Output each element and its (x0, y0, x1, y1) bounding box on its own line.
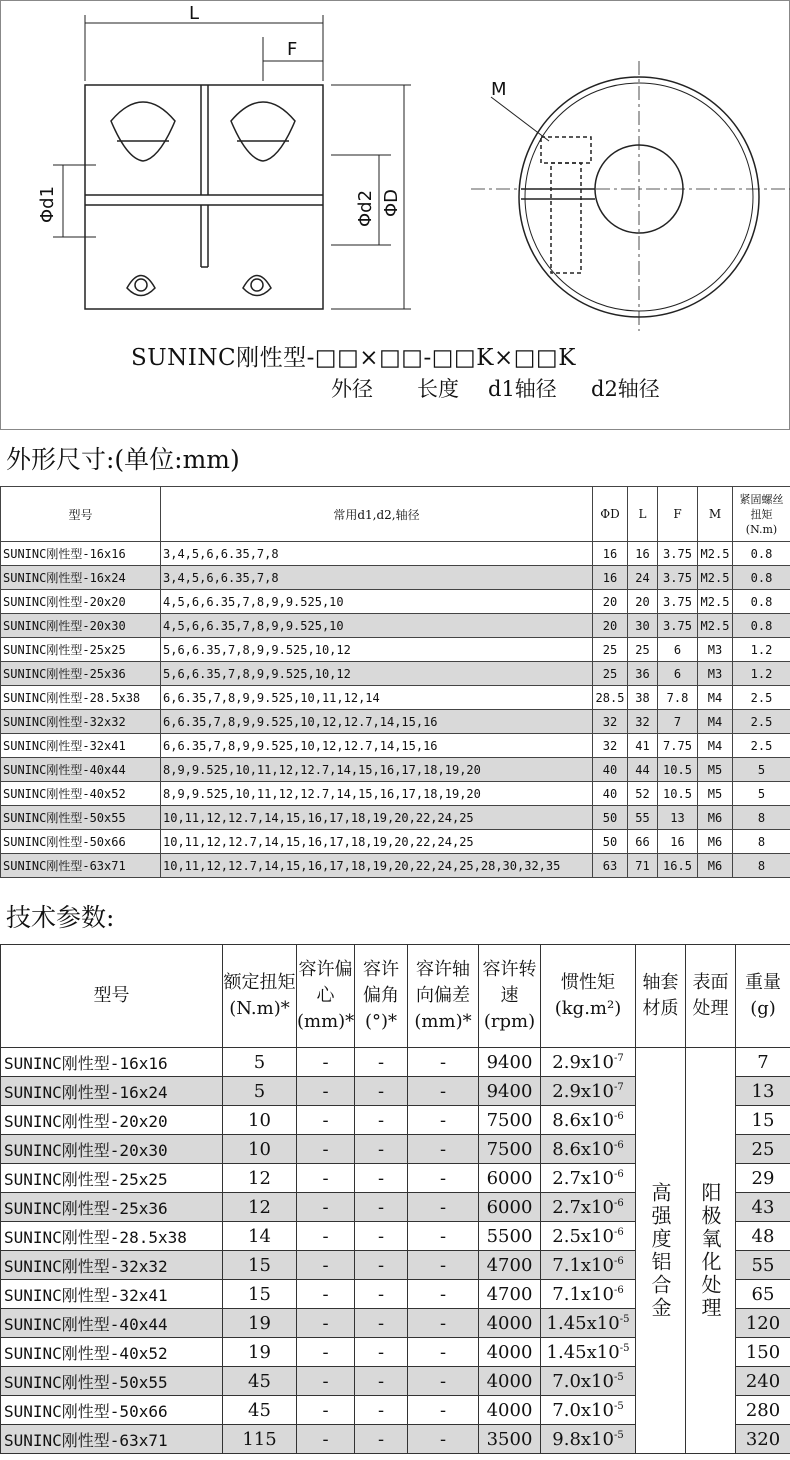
label-d1: Φd1 (37, 185, 58, 223)
dim-cell-bore: 4,5,6,6.35,7,8,9,9.525,10 (161, 590, 593, 614)
dimension-table-row (1, 686, 790, 710)
tech-cell-torque: 10 (223, 1106, 297, 1135)
tech-cell-angle: - (355, 1280, 408, 1309)
dim-cell-bore: 10,11,12,12.7,14,15,16,17,18,19,20,22,24,25 (161, 830, 593, 854)
tech-cell-model: SUNINC刚性型-16x24 (1, 1077, 223, 1106)
label-M: M (491, 79, 507, 100)
tech-cell-inertia (541, 1135, 636, 1164)
tech-cell-axial: - (408, 1367, 479, 1396)
tech-cell-weight: 25 (736, 1135, 790, 1164)
tech-cell-torque: 12 (223, 1193, 297, 1222)
tech-cell-weight: 150 (736, 1338, 790, 1367)
inertia-base: 7.0x10 (552, 1399, 614, 1421)
tech-cell-weight: 55 (736, 1251, 790, 1280)
dim-cell-torque: 1.2 (733, 662, 790, 686)
dimension-table-header (1, 487, 790, 542)
label-L: L (189, 3, 200, 24)
dim-cell-L: 44 (628, 758, 658, 782)
dim-cell-model: SUNINC刚性型-25x25 (1, 638, 161, 662)
material-text: 高强度铝合金 (648, 1181, 672, 1320)
tech-cell-torque: 15 (223, 1251, 297, 1280)
dimension-table-row (1, 542, 790, 566)
tech-cell-rpm: 9400 (479, 1077, 541, 1106)
tech-cell-inertia (541, 1164, 636, 1193)
tech-cell-eccentric: - (297, 1425, 355, 1454)
tech-cell-rpm: 4700 (479, 1280, 541, 1309)
dim-cell-F: 6 (658, 662, 698, 686)
tech-header-model: 型号 (1, 945, 223, 1048)
tech-header-material: 轴套材质 (636, 945, 686, 1048)
tech-cell-weight: 240 (736, 1367, 790, 1396)
coupling-side-body (85, 85, 323, 309)
tech-cell-eccentric: - (297, 1106, 355, 1135)
dim-cell-bore: 6,6.35,7,8,9,9.525,10,12,12.7,14,15,16 (161, 710, 593, 734)
tech-cell-model: SUNINC刚性型-32x32 (1, 1251, 223, 1280)
dim-cell-D: 16 (593, 566, 628, 590)
tech-cell-angle: - (355, 1396, 408, 1425)
dim-cell-M: M5 (698, 782, 733, 806)
tech-cell-rpm: 5500 (479, 1222, 541, 1251)
dim-cell-M: M6 (698, 806, 733, 830)
dim-cell-bore: 8,9,9.525,10,11,12,12.7,14,15,16,17,18,19,20 (161, 758, 593, 782)
tech-cell-weight: 7 (736, 1048, 790, 1077)
dim-cell-L: 66 (628, 830, 658, 854)
dim-cell-model: SUNINC刚性型-16x24 (1, 566, 161, 590)
dim-cell-model: SUNINC刚性型-16x16 (1, 542, 161, 566)
dim-cell-L: 55 (628, 806, 658, 830)
dim-cell-model: SUNINC刚性型-20x20 (1, 590, 161, 614)
tech-cell-inertia (541, 1193, 636, 1222)
dim-cell-L: 25 (628, 638, 658, 662)
dim-cell-F: 16 (658, 830, 698, 854)
tech-cell-angle: - (355, 1135, 408, 1164)
tech-cell-rpm: 3500 (479, 1425, 541, 1454)
inertia-exponent: -5 (613, 1371, 624, 1383)
model-formula: SUNINC刚性型-□□×□□-□□K×□□K (131, 345, 576, 371)
dim-cell-M: M2.5 (698, 566, 733, 590)
tech-cell-angle: - (355, 1251, 408, 1280)
tech-cell-eccentric: - (297, 1309, 355, 1338)
dim-cell-F: 7.75 (658, 734, 698, 758)
tech-cell-material (636, 1048, 686, 1454)
tech-cell-rpm: 4700 (479, 1251, 541, 1280)
tech-cell-eccentric: - (297, 1396, 355, 1425)
tech-cell-inertia (541, 1367, 636, 1396)
inertia-exponent: -7 (613, 1081, 624, 1093)
dim-cell-torque: 1.2 (733, 638, 790, 662)
dim-cell-D: 40 (593, 782, 628, 806)
tech-cell-model: SUNINC刚性型-20x20 (1, 1106, 223, 1135)
inertia-base: 8.6x10 (552, 1138, 614, 1160)
tech-cell-eccentric: - (297, 1077, 355, 1106)
tech-header-eccentric: 容许偏心(mm)* (297, 945, 355, 1048)
inertia-exponent: -6 (613, 1139, 624, 1151)
tech-cell-axial: - (408, 1135, 479, 1164)
tech-cell-torque: 14 (223, 1222, 297, 1251)
inertia-exponent: -5 (619, 1342, 630, 1354)
tech-cell-angle: - (355, 1077, 408, 1106)
dim-header-D: ΦD (593, 487, 628, 542)
tech-table (0, 944, 790, 1454)
inertia-base: 7.1x10 (552, 1254, 614, 1276)
dim-cell-D: 50 (593, 830, 628, 854)
inertia-base: 8.6x10 (552, 1109, 614, 1131)
dim-cell-bore: 5,6,6.35,7,8,9,9.525,10,12 (161, 662, 593, 686)
dim-cell-bore: 6,6.35,7,8,9,9.525,10,12,12.7,14,15,16 (161, 734, 593, 758)
tech-cell-weight: 320 (736, 1425, 790, 1454)
dim-cell-torque: 5 (733, 782, 790, 806)
tech-cell-weight: 15 (736, 1106, 790, 1135)
dim-cell-L: 41 (628, 734, 658, 758)
tech-cell-angle: - (355, 1222, 408, 1251)
dim-cell-torque: 5 (733, 758, 790, 782)
dimension-table-row (1, 638, 790, 662)
dim-cell-M: M4 (698, 734, 733, 758)
dim-cell-bore: 3,4,5,6,6.35,7,8 (161, 542, 593, 566)
tech-cell-angle: - (355, 1425, 408, 1454)
formula-label-d1: d1轴径 (488, 377, 557, 401)
tech-cell-model: SUNINC刚性型-40x52 (1, 1338, 223, 1367)
tech-cell-model: SUNINC刚性型-50x66 (1, 1396, 223, 1425)
tech-cell-rpm: 4000 (479, 1367, 541, 1396)
tech-cell-model: SUNINC刚性型-25x25 (1, 1164, 223, 1193)
label-F: F (287, 39, 298, 60)
dim-cell-F: 10.5 (658, 782, 698, 806)
dim-cell-M: M6 (698, 830, 733, 854)
inertia-base: 1.45x10 (546, 1341, 620, 1363)
dim-cell-model: SUNINC刚性型-40x52 (1, 782, 161, 806)
inertia-base: 7.1x10 (552, 1283, 614, 1305)
tech-cell-inertia (541, 1396, 636, 1425)
dim-cell-D: 28.5 (593, 686, 628, 710)
dim-cell-torque: 2.5 (733, 686, 790, 710)
dim-cell-model: SUNINC刚性型-25x36 (1, 662, 161, 686)
dim-cell-torque: 0.8 (733, 542, 790, 566)
tech-cell-inertia (541, 1425, 636, 1454)
dim-cell-bore: 6,6.35,7,8,9,9.525,10,11,12,14 (161, 686, 593, 710)
dim-cell-model: SUNINC刚性型-20x30 (1, 614, 161, 638)
dim-header-M: M (698, 487, 733, 542)
tech-cell-torque: 10 (223, 1135, 297, 1164)
tech-cell-axial: - (408, 1222, 479, 1251)
dim-cell-L: 38 (628, 686, 658, 710)
dim-cell-M: M3 (698, 662, 733, 686)
surface-text: 阳极氧化处理 (698, 1181, 722, 1320)
formula-label-length: 长度 (417, 377, 459, 401)
tech-cell-angle: - (355, 1164, 408, 1193)
tech-cell-axial: - (408, 1309, 479, 1338)
tech-cell-angle: - (355, 1048, 408, 1077)
dim-cell-L: 32 (628, 710, 658, 734)
tech-cell-model: SUNINC刚性型-28.5x38 (1, 1222, 223, 1251)
tech-cell-eccentric: - (297, 1048, 355, 1077)
dim-cell-D: 16 (593, 542, 628, 566)
tech-cell-angle: - (355, 1193, 408, 1222)
dim-cell-F: 16.5 (658, 854, 698, 878)
inertia-base: 2.9x10 (552, 1080, 614, 1102)
dim-cell-F: 13 (658, 806, 698, 830)
tech-cell-inertia (541, 1309, 636, 1338)
tech-cell-axial: - (408, 1048, 479, 1077)
dim-cell-F: 3.75 (658, 566, 698, 590)
dim-cell-M: M4 (698, 710, 733, 734)
dim-cell-M: M2.5 (698, 614, 733, 638)
dim-cell-D: 25 (593, 662, 628, 686)
dim-cell-torque: 0.8 (733, 614, 790, 638)
tech-cell-inertia (541, 1077, 636, 1106)
tech-cell-inertia (541, 1222, 636, 1251)
tech-cell-weight: 280 (736, 1396, 790, 1425)
dim-cell-L: 30 (628, 614, 658, 638)
dim-cell-D: 20 (593, 590, 628, 614)
tech-header-axial: 容许轴向偏差(mm)* (408, 945, 479, 1048)
dim-cell-bore: 10,11,12,12.7,14,15,16,17,18,19,20,22,24,25 (161, 806, 593, 830)
coupling-drawing (1, 1, 790, 331)
dim-cell-M: M4 (698, 686, 733, 710)
dimension-table-row (1, 710, 790, 734)
tech-cell-axial: - (408, 1164, 479, 1193)
dim-cell-model: SUNINC刚性型-32x41 (1, 734, 161, 758)
tech-cell-torque: 5 (223, 1048, 297, 1077)
dim-cell-M: M2.5 (698, 542, 733, 566)
inertia-base: 2.5x10 (552, 1225, 614, 1247)
tech-cell-surface (686, 1048, 736, 1454)
dim-cell-model: SUNINC刚性型-28.5x38 (1, 686, 161, 710)
dim-cell-L: 16 (628, 542, 658, 566)
inertia-exponent: -6 (613, 1284, 624, 1296)
tech-cell-weight: 120 (736, 1309, 790, 1338)
dim-cell-L: 52 (628, 782, 658, 806)
dim-header-bore: 常用d1,d2,轴径 (161, 487, 593, 542)
tech-cell-angle: - (355, 1309, 408, 1338)
tech-cell-eccentric: - (297, 1367, 355, 1396)
inertia-exponent: -5 (619, 1313, 630, 1325)
inertia-exponent: -6 (613, 1197, 624, 1209)
dimension-table-body (1, 542, 790, 878)
tech-cell-model: SUNINC刚性型-40x44 (1, 1309, 223, 1338)
dim-section-title: 外形尺寸:(单位:mm) (6, 445, 240, 474)
tech-header-angle: 容许偏角(°)* (355, 945, 408, 1048)
dim-cell-torque: 8 (733, 830, 790, 854)
tech-header-weight: 重量(g) (736, 945, 790, 1048)
tech-cell-rpm: 6000 (479, 1164, 541, 1193)
technical-drawing (0, 0, 790, 430)
tech-cell-axial: - (408, 1106, 479, 1135)
dim-cell-L: 24 (628, 566, 658, 590)
dimension-table-row (1, 782, 790, 806)
dim-cell-model: SUNINC刚性型-50x66 (1, 830, 161, 854)
tech-cell-rpm: 4000 (479, 1309, 541, 1338)
tech-cell-axial: - (408, 1425, 479, 1454)
dimension-table-row (1, 806, 790, 830)
tech-header-inertia: 惯性矩(kg.m²) (541, 945, 636, 1048)
dim-cell-torque: 2.5 (733, 710, 790, 734)
dimension-table-row (1, 758, 790, 782)
formula-label-d2: d2轴径 (591, 377, 660, 401)
dim-cell-torque: 8 (733, 806, 790, 830)
tech-cell-eccentric: - (297, 1338, 355, 1367)
tech-cell-model: SUNINC刚性型-32x41 (1, 1280, 223, 1309)
tech-cell-torque: 19 (223, 1309, 297, 1338)
inertia-base: 2.7x10 (552, 1167, 614, 1189)
dimension-table-row (1, 590, 790, 614)
inertia-base: 2.9x10 (552, 1051, 614, 1073)
inertia-base: 9.8x10 (552, 1428, 614, 1450)
dim-cell-L: 36 (628, 662, 658, 686)
tech-cell-eccentric: - (297, 1135, 355, 1164)
tech-cell-weight: 43 (736, 1193, 790, 1222)
tech-cell-torque: 12 (223, 1164, 297, 1193)
inertia-exponent: -5 (613, 1429, 624, 1441)
dim-cell-bore: 4,5,6,6.35,7,8,9,9.525,10 (161, 614, 593, 638)
dim-cell-bore: 5,6,6.35,7,8,9,9.525,10,12 (161, 638, 593, 662)
tech-cell-torque: 19 (223, 1338, 297, 1367)
tech-table-row (1, 1048, 790, 1077)
dim-cell-F: 6 (658, 638, 698, 662)
tech-table-body (1, 1048, 790, 1454)
tech-cell-torque: 15 (223, 1280, 297, 1309)
dim-cell-torque: 0.8 (733, 590, 790, 614)
tech-header-rpm: 容许转速(rpm) (479, 945, 541, 1048)
tech-header-torque: 额定扭矩(N.m)* (223, 945, 297, 1048)
tech-cell-angle: - (355, 1106, 408, 1135)
tech-cell-rpm: 7500 (479, 1106, 541, 1135)
tech-cell-torque: 5 (223, 1077, 297, 1106)
tech-cell-torque: 45 (223, 1396, 297, 1425)
inertia-base: 7.0x10 (552, 1370, 614, 1392)
dim-header-L: L (628, 487, 658, 542)
dim-cell-bore: 3,4,5,6,6.35,7,8 (161, 566, 593, 590)
tech-table-header (1, 945, 790, 1048)
dim-cell-model: SUNINC刚性型-32x32 (1, 710, 161, 734)
dim-header-torque: 紧固螺丝扭矩(N.m) (733, 487, 790, 542)
dim-cell-M: M3 (698, 638, 733, 662)
inertia-exponent: -6 (613, 1110, 624, 1122)
tech-cell-inertia (541, 1106, 636, 1135)
dim-cell-D: 25 (593, 638, 628, 662)
dim-cell-D: 32 (593, 734, 628, 758)
tech-cell-model: SUNINC刚性型-63x71 (1, 1425, 223, 1454)
dimension-table-row (1, 854, 790, 878)
tech-cell-rpm: 7500 (479, 1135, 541, 1164)
dim-cell-M: M2.5 (698, 590, 733, 614)
tech-cell-model: SUNINC刚性型-16x16 (1, 1048, 223, 1077)
dimension-table-row (1, 734, 790, 758)
tech-cell-torque: 115 (223, 1425, 297, 1454)
dim-cell-F: 3.75 (658, 614, 698, 638)
tech-cell-inertia (541, 1338, 636, 1367)
tech-cell-angle: - (355, 1338, 408, 1367)
dim-cell-torque: 0.8 (733, 566, 790, 590)
tech-cell-eccentric: - (297, 1164, 355, 1193)
dimension-table-row (1, 662, 790, 686)
tech-cell-model: SUNINC刚性型-20x30 (1, 1135, 223, 1164)
tech-cell-eccentric: - (297, 1222, 355, 1251)
dim-cell-M: M6 (698, 854, 733, 878)
dim-cell-bore: 8,9,9.525,10,11,12,12.7,14,15,16,17,18,19,20 (161, 782, 593, 806)
tech-cell-weight: 13 (736, 1077, 790, 1106)
tech-cell-axial: - (408, 1338, 479, 1367)
dim-cell-D: 63 (593, 854, 628, 878)
tech-cell-inertia (541, 1280, 636, 1309)
tech-cell-axial: - (408, 1396, 479, 1425)
label-D: ΦD (381, 188, 402, 217)
dim-cell-bore: 10,11,12,12.7,14,15,16,17,18,19,20,22,24,25,28,30,32,35 (161, 854, 593, 878)
tech-cell-inertia (541, 1251, 636, 1280)
dim-header-F: F (658, 487, 698, 542)
dim-cell-F: 10.5 (658, 758, 698, 782)
inertia-exponent: -5 (613, 1400, 624, 1412)
tech-cell-rpm: 9400 (479, 1048, 541, 1077)
tech-cell-axial: - (408, 1251, 479, 1280)
inertia-exponent: -6 (613, 1226, 624, 1238)
tech-cell-eccentric: - (297, 1280, 355, 1309)
dimension-table-row (1, 614, 790, 638)
dim-cell-torque: 8 (733, 854, 790, 878)
tech-section-title: 技术参数: (6, 903, 115, 932)
inertia-exponent: -6 (613, 1168, 624, 1180)
dim-cell-D: 50 (593, 806, 628, 830)
dim-cell-F: 7.8 (658, 686, 698, 710)
tech-cell-rpm: 6000 (479, 1193, 541, 1222)
dim-cell-model: SUNINC刚性型-50x55 (1, 806, 161, 830)
dim-cell-F: 7 (658, 710, 698, 734)
tech-cell-eccentric: - (297, 1251, 355, 1280)
dim-cell-D: 20 (593, 614, 628, 638)
dim-cell-F: 3.75 (658, 542, 698, 566)
dimension-table-row (1, 830, 790, 854)
inertia-base: 1.45x10 (546, 1312, 620, 1334)
tech-cell-rpm: 4000 (479, 1338, 541, 1367)
dim-cell-F: 3.75 (658, 590, 698, 614)
tech-cell-axial: - (408, 1280, 479, 1309)
tech-cell-angle: - (355, 1367, 408, 1396)
tech-cell-weight: 65 (736, 1280, 790, 1309)
dim-cell-D: 32 (593, 710, 628, 734)
inertia-exponent: -6 (613, 1255, 624, 1267)
dim-cell-torque: 2.5 (733, 734, 790, 758)
tech-cell-model: SUNINC刚性型-25x36 (1, 1193, 223, 1222)
inertia-exponent: -7 (613, 1052, 624, 1064)
tech-cell-weight: 48 (736, 1222, 790, 1251)
tech-header-surface: 表面处理 (686, 945, 736, 1048)
tech-cell-inertia (541, 1048, 636, 1077)
tech-cell-rpm: 4000 (479, 1396, 541, 1425)
dim-cell-D: 40 (593, 758, 628, 782)
tech-cell-eccentric: - (297, 1193, 355, 1222)
dimension-table (0, 486, 790, 878)
tech-cell-weight: 29 (736, 1164, 790, 1193)
dim-cell-M: M5 (698, 758, 733, 782)
dim-header-model: 型号 (1, 487, 161, 542)
dim-cell-L: 20 (628, 590, 658, 614)
formula-label-outer-diameter: 外径 (331, 377, 373, 401)
dim-cell-model: SUNINC刚性型-40x44 (1, 758, 161, 782)
tech-cell-axial: - (408, 1077, 479, 1106)
dim-cell-L: 71 (628, 854, 658, 878)
tech-cell-model: SUNINC刚性型-50x55 (1, 1367, 223, 1396)
label-d2: Φd2 (355, 189, 376, 227)
tech-cell-axial: - (408, 1193, 479, 1222)
dimension-table-row (1, 566, 790, 590)
dim-cell-model: SUNINC刚性型-63x71 (1, 854, 161, 878)
inertia-base: 2.7x10 (552, 1196, 614, 1218)
tech-cell-torque: 45 (223, 1367, 297, 1396)
